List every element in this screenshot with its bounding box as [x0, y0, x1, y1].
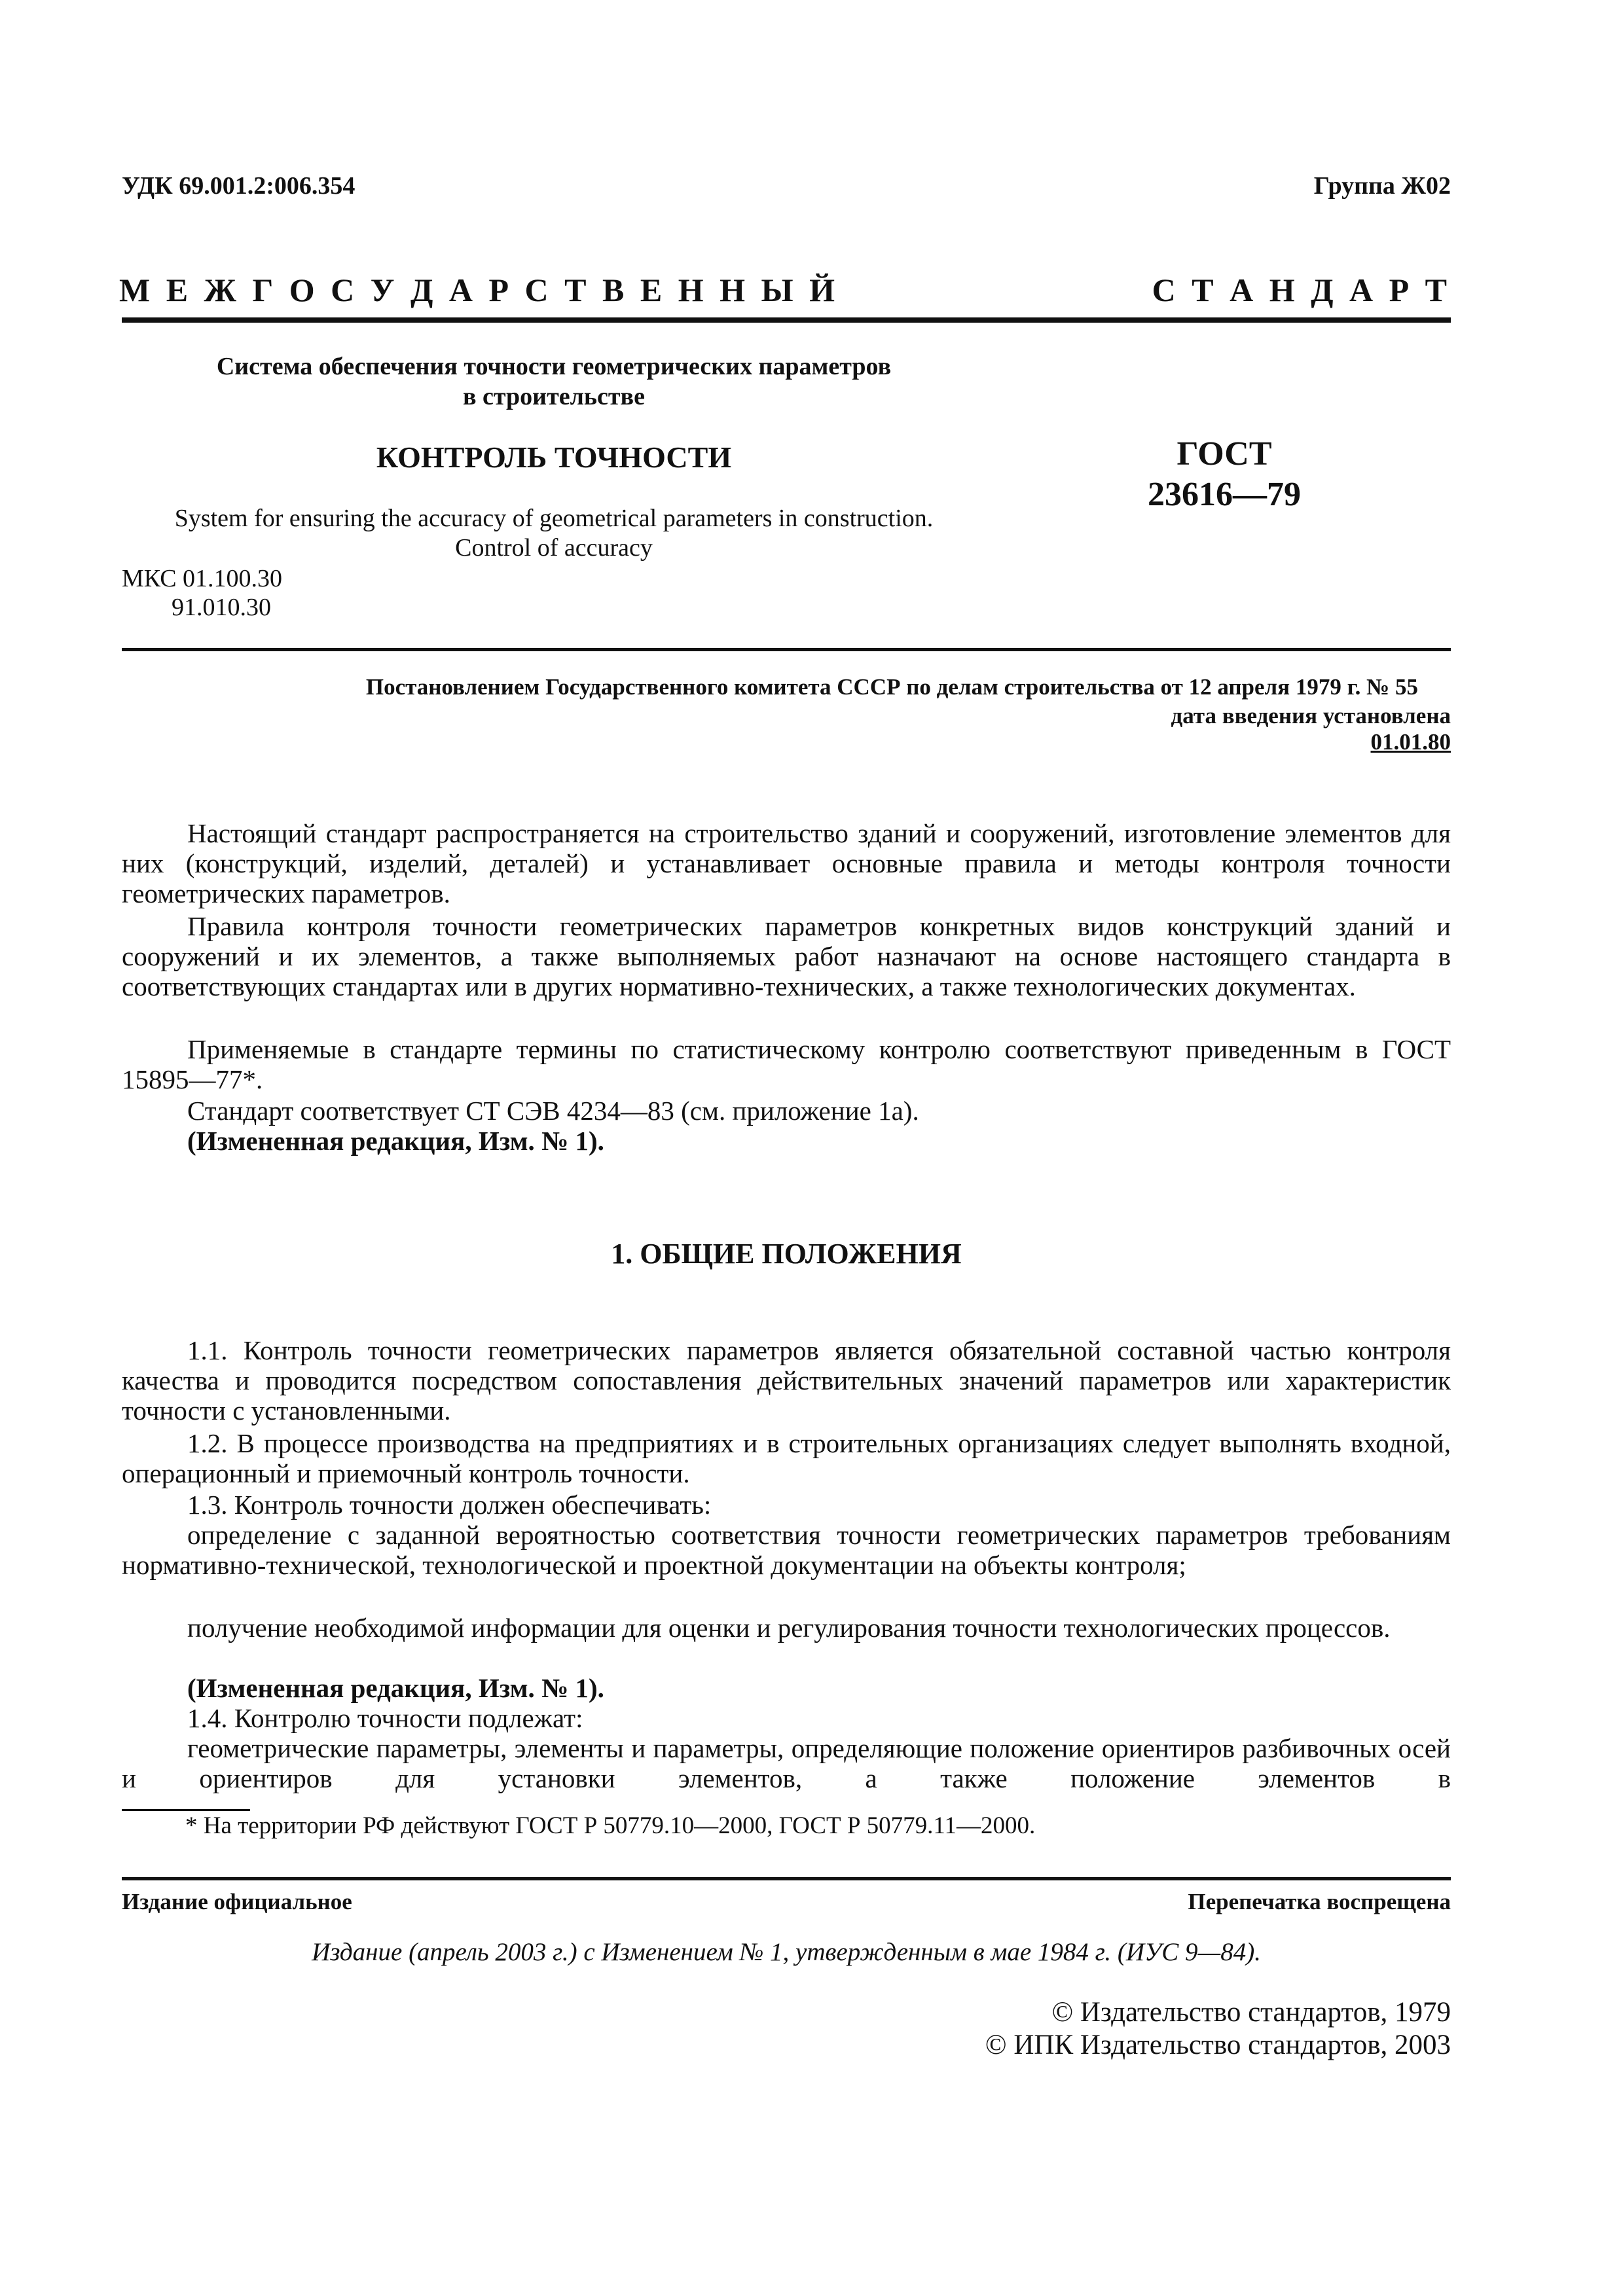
section-heading: 1. ОБЩИЕ ПОЛОЖЕНИЯ: [611, 1238, 962, 1270]
reprint-prohibited-label: Перепечатка воспрещена: [1188, 1889, 1451, 1914]
section-paragraph-1-4: 1.4. Контролю точности подлежат:: [187, 1703, 583, 1733]
decree-text: Постановлением Государственного комитета СССР по делам строительства от 12 апреля 1979 г. № 55: [365, 674, 1418, 700]
system-title-line1: Система обеспечения точности геометрических параметров: [216, 353, 892, 380]
footer-rule: [122, 1877, 1451, 1880]
decree-date: 01.01.80: [1370, 729, 1451, 755]
gost-number: 23616—79: [1148, 476, 1301, 513]
intro-paragraph-4: Стандарт соответствует СТ СЭВ 4234—83 (см. приложение 1а).: [187, 1096, 919, 1126]
banner-rule: [122, 317, 1451, 323]
udk-code: УДК 69.001.2:006.354: [122, 172, 356, 200]
intro-paragraph-3: Применяемые в стандарте термины по статистическому контролю соответствуют приведенным в ГОСТ 15895—77*.: [122, 1034, 1451, 1094]
edition-note: Издание (апрель 2003 г.) с Изменением № 1, утвержденным в мае 1984 г. (ИУС 9—84).: [312, 1938, 1261, 1966]
intro-paragraph-1: Настоящий стандарт распространяется на строительство зданий и сооружений, изготовление элементов для них (конструкций, изделий, деталей) и устанавливает основные правила и методы контроля точности геометрических параметров.: [122, 818, 1451, 908]
section-paragraph-1-1: 1.1. Контроль точности геометрических параметров является обязательной составной частью контроля качества и проводится посредством сопоставления действительных значений параметров или характеристик точности с установленными.: [122, 1335, 1451, 1426]
copyright-1979: © Издательство стандартов, 1979: [1051, 1997, 1451, 2028]
english-title-line2: Control of accuracy: [455, 534, 653, 562]
section-paragraph-1-3-b: получение необходимой информации для оценки и регулирования точности технологических процессов.: [187, 1613, 1391, 1643]
section-amendment-note: (Измененная редакция, Изм. № 1).: [187, 1673, 604, 1703]
official-edition-label: Издание официальное: [122, 1889, 352, 1914]
section-paragraph-1-4-a: геометрические параметры, элементы и параметры, определяющие положение ориентиров разбивочных осей и ориентиров для установки элементов, а также положение элементов в: [122, 1733, 1451, 1793]
main-title: КОНТРОЛЬ ТОЧНОСТИ: [376, 440, 732, 474]
mks-code-1: МКС 01.100.30: [122, 565, 283, 592]
mks-code-2: 91.010.30: [172, 594, 271, 621]
intro-paragraph-2: Правила контроля точности геометрических параметров конкретных видов конструкций зданий и сооружений и их элементов, а также выполняемых работ назначают на основе настоящего стандарта в соответствующих стандартах или в других нормативно-технических, а также технологических документах.: [122, 911, 1451, 1001]
section-paragraph-1-3-a: определение с заданной вероятностью соответствия точности геометрических параметров требованиям нормативно-технической, технологической и проектной документации на объекты контроля;: [122, 1520, 1451, 1580]
copyright-2003: © ИПК Издательство стандартов, 2003: [985, 2030, 1451, 2060]
gost-label: ГОСТ: [1176, 435, 1272, 473]
banner-standard: С Т А Н Д А Р Т: [1152, 272, 1451, 308]
footnote-text: * На территории РФ действуют ГОСТ Р 50779.10—2000, ГОСТ Р 50779.11—2000.: [185, 1812, 1036, 1839]
banner-interstate: М Е Ж Г О С У Д А Р С Т В Е Н Н Ы Й: [119, 272, 839, 308]
title-rule: [122, 648, 1451, 651]
decree-date-label: дата введения установлена: [1171, 703, 1451, 728]
section-paragraph-1-3: 1.3. Контроль точности должен обеспечивать:: [187, 1490, 712, 1520]
group-code: Группа Ж02: [1313, 172, 1451, 200]
english-title-line1: System for ensuring the accuracy of geometrical parameters in construction.: [174, 505, 934, 532]
system-title-line2: в строительстве: [463, 383, 645, 410]
intro-amendment-note: (Измененная редакция, Изм. № 1).: [187, 1126, 604, 1156]
section-paragraph-1-2: 1.2. В процессе производства на предприятиях и в строительных организациях следует выполнять входной, операционный и приемочный контроль точности.: [122, 1428, 1451, 1488]
footnote-rule: [122, 1809, 250, 1811]
